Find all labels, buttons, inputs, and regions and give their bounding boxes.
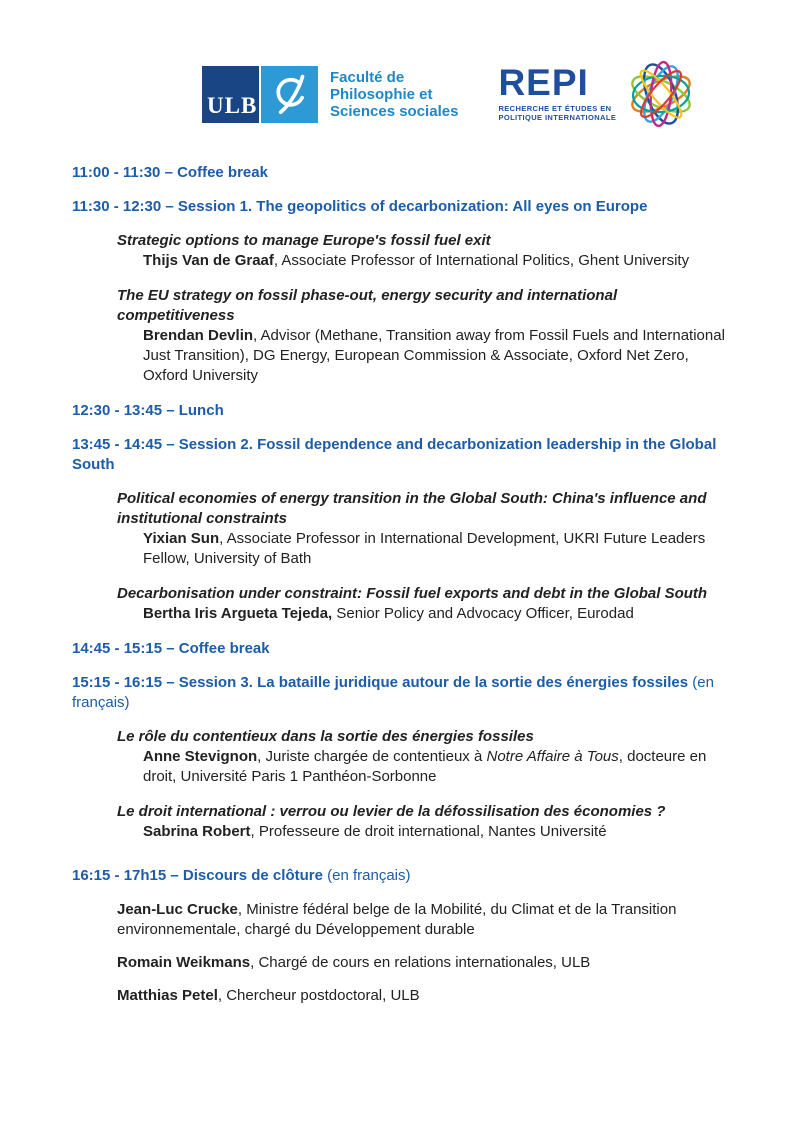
text-segment: Senior Policy and Advocacy Officer, Eurodad [332,605,634,622]
text-segment: Brendan Devlin [143,327,254,344]
speaker-line [117,953,736,973]
text-segment: , Juriste chargée de contentieux à [257,748,487,765]
faculty-name [330,69,458,120]
talk-title [117,802,736,822]
text-segment: , Chargé de cours en relations internationales, ULB [250,954,591,971]
ulb-acronym: ULB [207,92,258,118]
text-segment: Decarbonisation under constraint: Fossil fuel exports and debt in the Global South [117,585,708,602]
ulb-faculty-phi-icon [261,66,318,123]
talk-title [117,584,736,604]
text-segment: Romain Weikmans [117,954,251,971]
text-segment: Bertha Iris Argueta Tejeda, [143,605,333,622]
text-segment: Matthias Petel [117,987,218,1004]
text-segment: 12:30 - 13:45 – Lunch [72,402,224,419]
speaker-line [117,900,736,940]
text-segment: (en français) [322,867,411,884]
text-segment: 13:45 - 14:45 – Session 2. Fossil dependence and decarbonization leadership in the Global South [72,436,717,473]
text-segment: , docteure en droit, Université Paris 1 Panthéon-Sorbonne [143,748,707,785]
talk-title [117,231,736,251]
repi-wordmark [498,61,617,123]
text-segment: The EU strategy on fossil phase-out, energy security and international competitiveness [117,287,618,324]
repi-logo [498,57,698,131]
speaker-line [143,747,736,787]
schedule-heading [72,197,736,217]
text-segment: , Associate Professor in International Development, UKRI Future Leaders Fellow, University of Bath [143,530,706,567]
text-segment: 16:15 - 17h15 – Discours de clôture [72,867,323,884]
schedule-heading [72,401,736,421]
text-segment: , Professeure de droit international, Nantes Université [250,823,607,840]
text-segment: Jean-Luc Crucke [117,901,238,918]
schedule-heading [72,866,736,886]
text-segment: Notre Affaire à Tous [486,748,619,765]
text-segment: (en français) [72,674,714,711]
repi-subtitle-line: RECHERCHE ET ÉTUDES EN [498,104,612,114]
repi-subtitle [498,104,616,122]
text-segment: Anne Stevignon [143,748,258,765]
text-segment: 11:30 - 12:30 – Session 1. The geopolitics of decarbonization: All eyes on Europe [72,198,648,215]
repi-globe-icon [624,57,698,131]
schedule-heading [72,673,736,713]
schedule-heading [72,435,736,475]
speaker-line [143,822,736,842]
talk-title [117,286,736,326]
text-segment: Yixian Sun [143,530,220,547]
text-segment: 14:45 - 15:15 – Coffee break [72,640,270,657]
faculty-line: Sciences sociales [330,102,459,120]
text-segment: Le rôle du contentieux dans la sortie des énergies fossiles [117,728,534,745]
talk-title [117,727,736,747]
phi-glyph-icon [267,71,313,117]
text-segment: , Advisor (Methane, Transition away from Fossil Fuels and International Just Transition), DG Energy, European Commission & Associate, Oxford Net Zero, Oxford University [143,327,725,384]
repi-subtitle-line: POLITIQUE INTERNATIONALE [498,113,617,123]
ulb-logo [202,66,458,123]
text-segment: Le droit international : verrou ou levier de la défossilisation des économies ? [117,803,666,820]
text-segment: Political economies of energy transition in the Global South: China's influence and institutional constraints [117,490,707,527]
faculty-line: Philosophie et [330,85,433,103]
text-segment: , Ministre fédéral belge de la Mobilité, du Climat et de la Transition environnementale, chargé du Développement durable [117,901,677,938]
header [72,58,736,130]
repi-acronym: REPI [498,61,589,103]
text-segment: Sabrina Robert [143,823,251,840]
text-segment: , Chercheur postdoctoral, ULB [217,987,420,1004]
text-segment: , Associate Professor of International Politics, Ghent University [273,252,690,269]
schedule [72,163,736,1006]
schedule-heading [72,163,736,183]
talk-title [117,489,736,529]
text-segment: Strategic options to manage Europe's fossil fuel exit [117,232,491,249]
speaker-line [143,604,736,624]
speaker-line [117,986,736,1006]
speaker-line [143,251,736,271]
ulb-logo-mark [202,66,259,123]
faculty-line: Faculté de [330,68,405,86]
speaker-line [143,529,736,569]
text-segment: 15:15 - 16:15 – Session 3. La bataille juridique autour de la sortie des énergies fossiles [72,674,689,691]
text-segment: 11:00 - 11:30 – Coffee break [72,164,268,181]
schedule-heading [72,639,736,659]
text-segment: Thijs Van de Graaf [143,252,274,269]
speaker-line [143,326,736,386]
